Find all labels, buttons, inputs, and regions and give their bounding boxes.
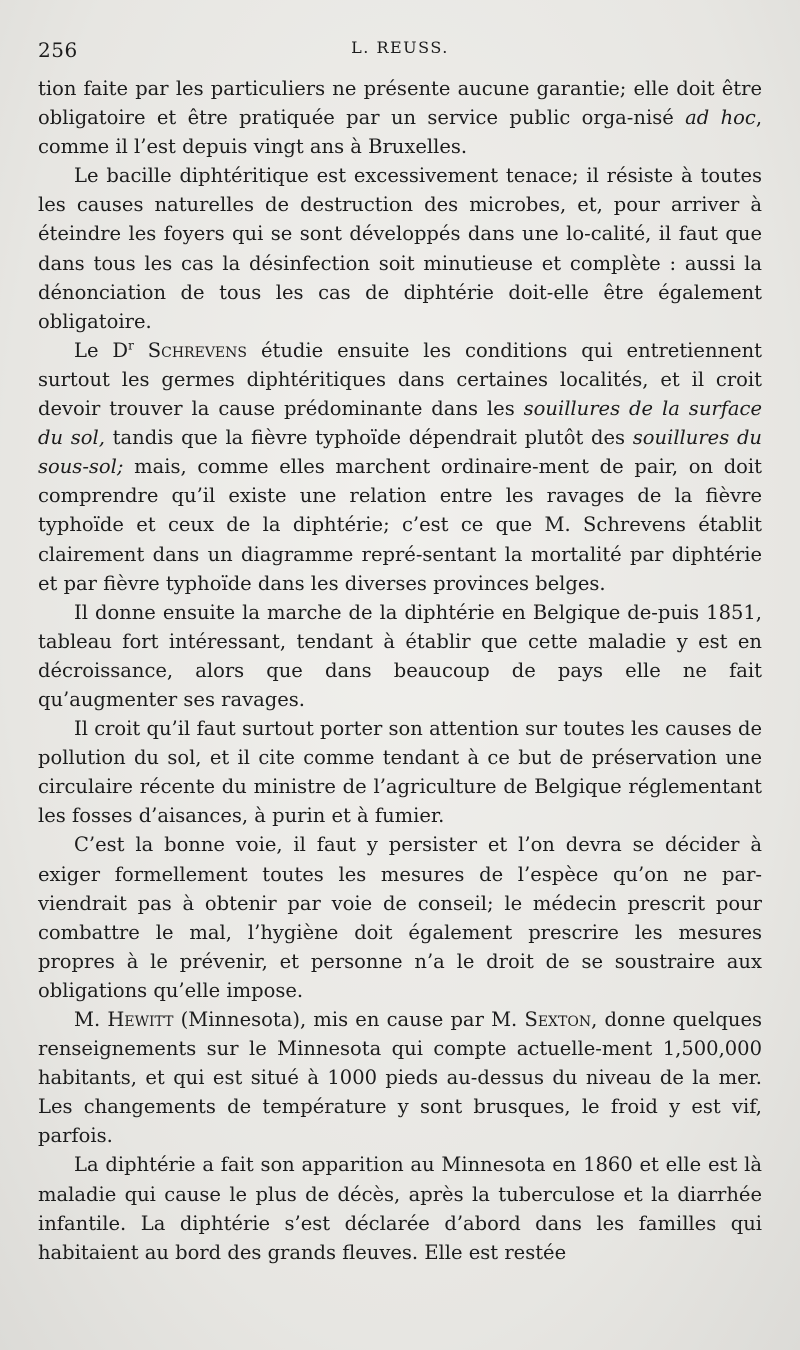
paragraph-3: [38, 336, 762, 598]
text-run: M.: [74, 1008, 108, 1031]
paragraph-6: C’est la bonne voie, il faut y persister et l’on devra se décider à exiger formellement toutes les mesures de l’espèce qu’on ne par-viendrait pas à obtenir par voie de conseil; le médecin prescrit pour combattre le mal, l’hygiène doit également prescrire les mesures propres à le prévenir, et personne n’a le droit de se soustraire aux obligations qu’elle impose.: [38, 833, 762, 1002]
paragraph-4: Il donne ensuite la marche de la diphtérie en Belgique de-puis 1851, tableau fort intéressant, tendant à établir que cette maladie y est en décroissance, alors que dans beaucoup de pays elle ne fait qu’augmenter ses ravages.: [38, 600, 762, 711]
text-run: , donne quelques renseignements sur le Minnesota qui compte actuelle-ment 1,500,000 habitants, et qui est situé à 1000 pieds au-dessus du niveau de la mer. Les changements de température y sont brusques, le froid y est vif, parfois.: [38, 1008, 762, 1148]
text-run: étudie ensuite les conditions qui entretiennent surtout les germes diphtéritiques dans certaines localités, et il croit devoir trouver la cause prédominante dans les: [38, 338, 762, 421]
italic-run: ad hoc: [685, 106, 756, 130]
paragraph-2: Le bacille diphtéritique est excessivement tenace; il résiste à toutes les causes naturelles de destruction des microbes, et, pour arriver à éteindre les foyers qui se sont développés dans une lo-calité, il faut que dans tous les cas la désinfection soit minutieuse et complète : aussi la dénonciation de tous les cas de diphtérie doit-elle être également obligatoire.: [38, 164, 762, 333]
page-number: 256: [38, 38, 78, 62]
paragraph-8: La diphtérie a fait son apparition au Minnesota en 1860 et elle est là maladie qui cause le plus de décès, après la tuberculose et la diarrhée infantile. La diphtérie s’est déclarée d’abord dans les familles qui habitaient au bord des grands fleuves. Elle est restée: [38, 1153, 762, 1264]
text-run: tion faite par les particuliers ne présente aucune garantie; elle doit être obligatoire et être pratiquée par un service public orga-nisé: [38, 77, 762, 130]
text-run: Le D: [74, 338, 129, 362]
italic-run: souillures de la surface du sol,: [38, 397, 762, 450]
italic-run: souillures du sous-sol;: [38, 426, 762, 479]
paragraph-7: [38, 1005, 762, 1150]
text-run: (Minnesota), mis en cause par M.: [173, 1008, 525, 1031]
author-name: Sexton: [524, 1008, 592, 1031]
running-title: L. REUSS.: [351, 38, 449, 57]
superscript: r: [128, 338, 134, 353]
text-run: mais, comme elles marchent ordinaire-ment de pair, on doit comprendre qu’il existe une relation entre les ravages de la fièvre typhoïde et ceux de la diphtérie; c’est ce que M. Schrevens établit clairement dans un diagramme repré-sentant la mortalité par diphtérie et par fièvre typhoïde dans les diverses provinces belges.: [38, 455, 762, 595]
author-name: Schrevens: [147, 338, 247, 362]
paragraph-5: Il croit qu’il faut surtout porter son attention sur toutes les causes de pollution du sol, et il cite comme tendant à ce but de préservation une circulaire récente du ministre de l’agriculture de Belgique réglementant les fosses d’aisances, à purin et à fumier.: [38, 717, 762, 828]
running-head: [38, 38, 762, 62]
text-run: tandis que la fièvre typhoïde dépendrait plutôt des: [104, 426, 633, 450]
body-text: [38, 74, 762, 1267]
author-name: Hewitt: [107, 1008, 174, 1031]
text-run: , comme il l’est depuis vingt ans à Bruxelles.: [38, 106, 763, 159]
paragraph-1: [38, 74, 762, 161]
